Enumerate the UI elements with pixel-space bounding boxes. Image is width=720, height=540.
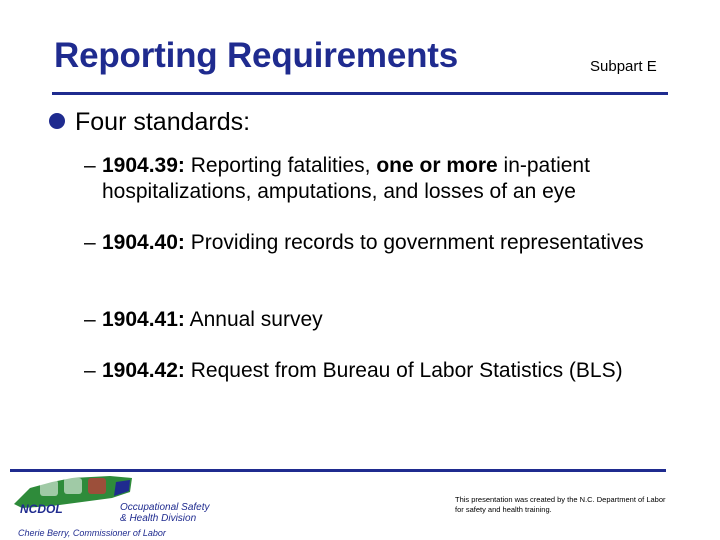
division-name <box>120 502 210 524</box>
list-item-text <box>84 153 684 205</box>
agency-name: NCDOL <box>20 502 63 516</box>
subpart-label: Subpart E <box>590 58 657 75</box>
dash-icon: – <box>84 231 96 254</box>
footer-divider <box>10 469 666 472</box>
main-bullet-text: Four standards: <box>75 108 251 136</box>
item-text: Providing records to government representatives <box>184 231 644 254</box>
list-item-text <box>84 230 684 256</box>
standard-code: 1904.41: <box>102 308 185 331</box>
item-text-before: Reporting fatalities, <box>184 154 377 177</box>
ncdol-logo <box>12 474 232 538</box>
item-text: Request from Bureau of Labor Statistics (BLS) <box>184 359 623 382</box>
list-item-text <box>84 307 684 333</box>
main-bullet <box>49 108 250 137</box>
list-item-text <box>84 358 684 384</box>
dash-icon: – <box>84 359 96 382</box>
list-item-1904-39 <box>84 153 684 205</box>
item-text-after: in-patient hospitalizations, amputations, and losses of an eye <box>102 154 590 203</box>
list-item-1904-41 <box>84 307 684 333</box>
bullet-dot-icon <box>49 113 65 129</box>
commissioner-credit: Cherie Berry, Commissioner of Labor <box>18 528 166 538</box>
standard-code: 1904.40: <box>102 231 185 254</box>
item-text: Annual survey <box>184 308 323 331</box>
list-item-1904-42 <box>84 358 684 384</box>
standard-code: 1904.39: <box>102 154 185 177</box>
dash-icon: – <box>84 308 96 331</box>
footer-note: This presentation was created by the N.C. Department of Labor for safety and health training. <box>455 495 666 514</box>
division-line-2: & Health Division <box>120 513 197 524</box>
item-emphasis: one or more <box>376 154 498 177</box>
title-divider <box>52 92 668 95</box>
division-line-1: Occupational Safety <box>120 502 210 513</box>
list-item-1904-40 <box>84 230 684 256</box>
standard-code: 1904.42: <box>102 359 185 382</box>
dash-icon: – <box>84 154 96 177</box>
slide-title: Reporting Requirements <box>54 36 458 75</box>
